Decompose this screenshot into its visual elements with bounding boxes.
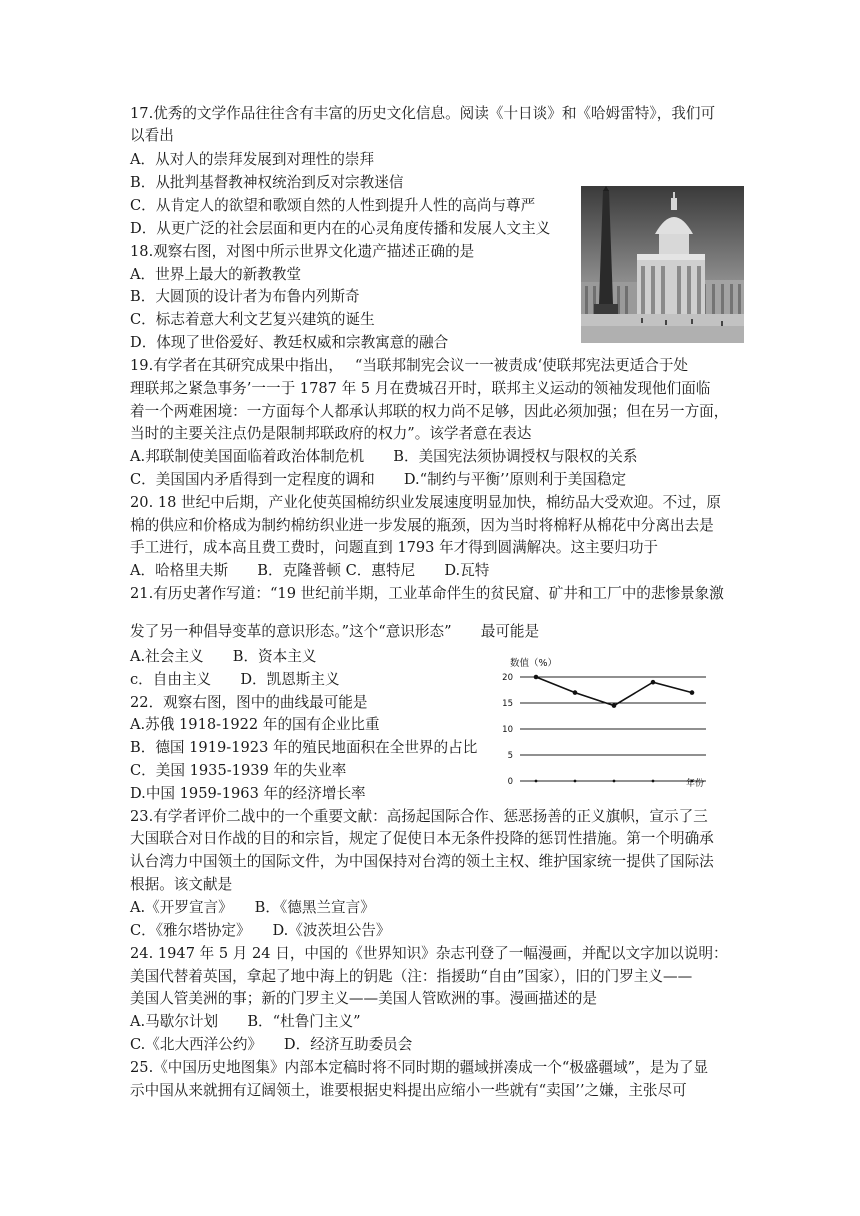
q19-options-cd: C．美国国内矛盾得到一定程度的调和 D.“制约与平衡’’原则利于美国稳定 [130, 471, 627, 488]
q22-stem: 22．观察右图，图中的曲线最可能是 [130, 694, 368, 711]
y-tick-label: 20 [502, 673, 513, 683]
q17-option-a: A．从对人的崇拜发展到对理性的崇拜 [130, 151, 375, 168]
q22-option-b: B．德国 1919-1923 年的殖民地面积在全世界的占比 [130, 739, 478, 756]
q22-option-d: D.中国 1959-1963 年的经济增长率 [130, 785, 366, 802]
y-tick-label: 0 [507, 777, 513, 787]
q23-stem-line-3: 认台湾力中国领土的国际文件，为中国保持对台湾的领土主权、维护国家统一提供了国际法 [130, 853, 714, 870]
chart-grid [520, 677, 706, 781]
q21-stem-line-1: 21.有历史著作写道：“19 世纪前半期，工业革命伴生的贫民窟、矿井和工厂中的悲惨景象激 [130, 585, 724, 602]
data-point [534, 675, 539, 680]
q23-stem-line-4: 根据。该文献是 [130, 876, 233, 893]
y-tick-label: 10 [502, 725, 513, 735]
q20-stem-line-3: 手工进行，成本高且费工费时，问题直到 1793 年才得到圆满解决。这主要归功于 [130, 539, 659, 556]
q18-option-a: A．世界上最大的新教教堂 [130, 266, 302, 283]
y-tick-label: 15 [502, 699, 513, 709]
x-tick-mark [613, 780, 616, 783]
series-line [536, 677, 692, 706]
data-point [612, 703, 617, 708]
q17-stem-line-1: 17.优秀的文学作品往往含有丰富的历史文化信息。阅读《十日谈》和《哈姆雷特》，我们可 [130, 105, 716, 122]
st-peters-basilica-photo [581, 186, 744, 343]
q24-stem-line-2: 美国代替着英国，拿起了地中海上的钥匙（注：指援助“自由”国家），旧的门罗主义—— [130, 968, 693, 985]
x-tick-mark [535, 780, 538, 783]
q24-options-cd: C.《北大西洋公约》 D．经济互助委员会 [130, 1036, 413, 1053]
q21-options-ab: A.社会主义 B．资本主义 [130, 648, 317, 665]
q17-stem-line-2: 以看出 [130, 127, 174, 144]
q24-options-ab: A.马歇尔计划 B．“杜鲁门主义” [130, 1013, 361, 1030]
q17-option-b: B．从批判基督教神权统治到反对宗教迷信 [130, 174, 404, 191]
q17-option-d: D．从更广泛的社会层面和更内在的心灵角度传播和发展人文主义 [130, 220, 551, 237]
q23-options-cd: C．《雅尔塔协定》 D.《波茨坦公告》 [130, 922, 391, 939]
q24-stem-line-1: 24. 1947 年 5 月 24 日，中国的《世界知识》杂志刊登了一幅漫画，并配以文字加以说明： [130, 945, 728, 962]
y-tick-label: 5 [507, 751, 513, 761]
q25-stem-line-2: 示中国从来就拥有辽阔领土，谁要根据史料提出应缩小一些就有“卖国’’之嫌，主张尽可 [130, 1082, 687, 1099]
q19-stem-line-3: 着一个两难困境：一方面每个人都承认邦联的权力尚不足够，因此必须加强；但在另一方面， [130, 403, 729, 420]
q22-option-c: C．美国 1935-1939 年的失业率 [130, 762, 347, 779]
chart-x-label: 年份 [686, 779, 705, 789]
q18-stem: 18.观察右图，对图中所示世界文化遗产描述正确的是 [130, 243, 475, 260]
data-point [651, 680, 656, 685]
q23-stem-line-2: 大国联合对日作战的目的和宗旨，规定了促使日本无条件投降的惩罚性措施。第一个明确承 [130, 830, 714, 847]
data-point [690, 690, 695, 695]
q20-stem-line-1: 20. 18 世纪中后期，产业化使英国棉纺织业发展速度明显加快，棉纺品大受欢迎。不过，原 [130, 494, 722, 511]
q19-stem-line-1: 19.有学者在其研究成果中指出， “当联邦制宪会议一一被责成‘使联邦宪法更适合于处 [130, 357, 689, 374]
q19-options-ab: A.邦联制使美国面临着政治体制危机 B．美国宪法须协调授权与限权的关系 [130, 448, 638, 465]
q21-stem-line-2: 发了另一种倡导变革的意识形态。”这个“意识形态” 最可能是 [130, 623, 540, 640]
q19-stem-line-4: 当时的主要关注点仍是限制邦联政府的权力”。该学者意在表达 [130, 425, 532, 442]
q24-stem-line-3: 美国人管美洲的事；新的门罗主义——美国人管欧洲的事。漫画描述的是 [130, 990, 598, 1007]
q18-option-b: B．大圆顶的设计者为布鲁内列斯奇 [130, 288, 360, 305]
q22-option-a: A.苏俄 1918-1922 年的国有企业比重 [130, 716, 380, 733]
q23-options-ab: A.《开罗宣言》 B．《德黑兰宣言》 [130, 899, 375, 916]
q17-option-c: C．从肯定人的欲望和歌颂自然的人性到提升人性的高尚与尊严 [130, 197, 536, 214]
q25-stem-line-1: 25.《中国历史地图集》内部本定稿时将不同时期的疆域拼凑成一个“极盛疆域”，是为了显 [130, 1059, 709, 1076]
basilica-illustration [581, 186, 744, 343]
q21-options-cd: c．自由主义 D．凯恩斯主义 [130, 671, 340, 688]
q18-option-d: D．体现了世俗爱好、教廷权威和宗教寓意的融合 [130, 334, 449, 351]
data-point [573, 690, 578, 695]
q18-option-c: C．标志着意大利文艺复兴建筑的诞生 [130, 311, 375, 328]
chart-y-ticks [502, 673, 513, 787]
x-tick-mark [574, 780, 577, 783]
x-tick-mark [652, 780, 655, 783]
q20-stem-line-2: 棉的供应和价格成为制约棉纺织业进一步发展的瓶颈，因为当时将棉籽从棉花中分离出去是 [130, 517, 714, 534]
q23-stem-line-1: 23.有学者评价二战中的一个重要文献：高扬起国际合作、惩恶扬善的正义旗帜，宣示了三 [130, 808, 708, 825]
line-chart [500, 657, 712, 791]
q19-stem-line-2: 理联邦之紧急事务’一一于 1787 年 5 月在费城召开时，联邦主义运动的领袖发现他们面临 [130, 380, 711, 397]
chart-y-label: 数值（%） [510, 658, 558, 669]
q20-options: A．哈格里夫斯 B．克隆普顿 C．惠特尼 D.瓦特 [130, 562, 490, 579]
